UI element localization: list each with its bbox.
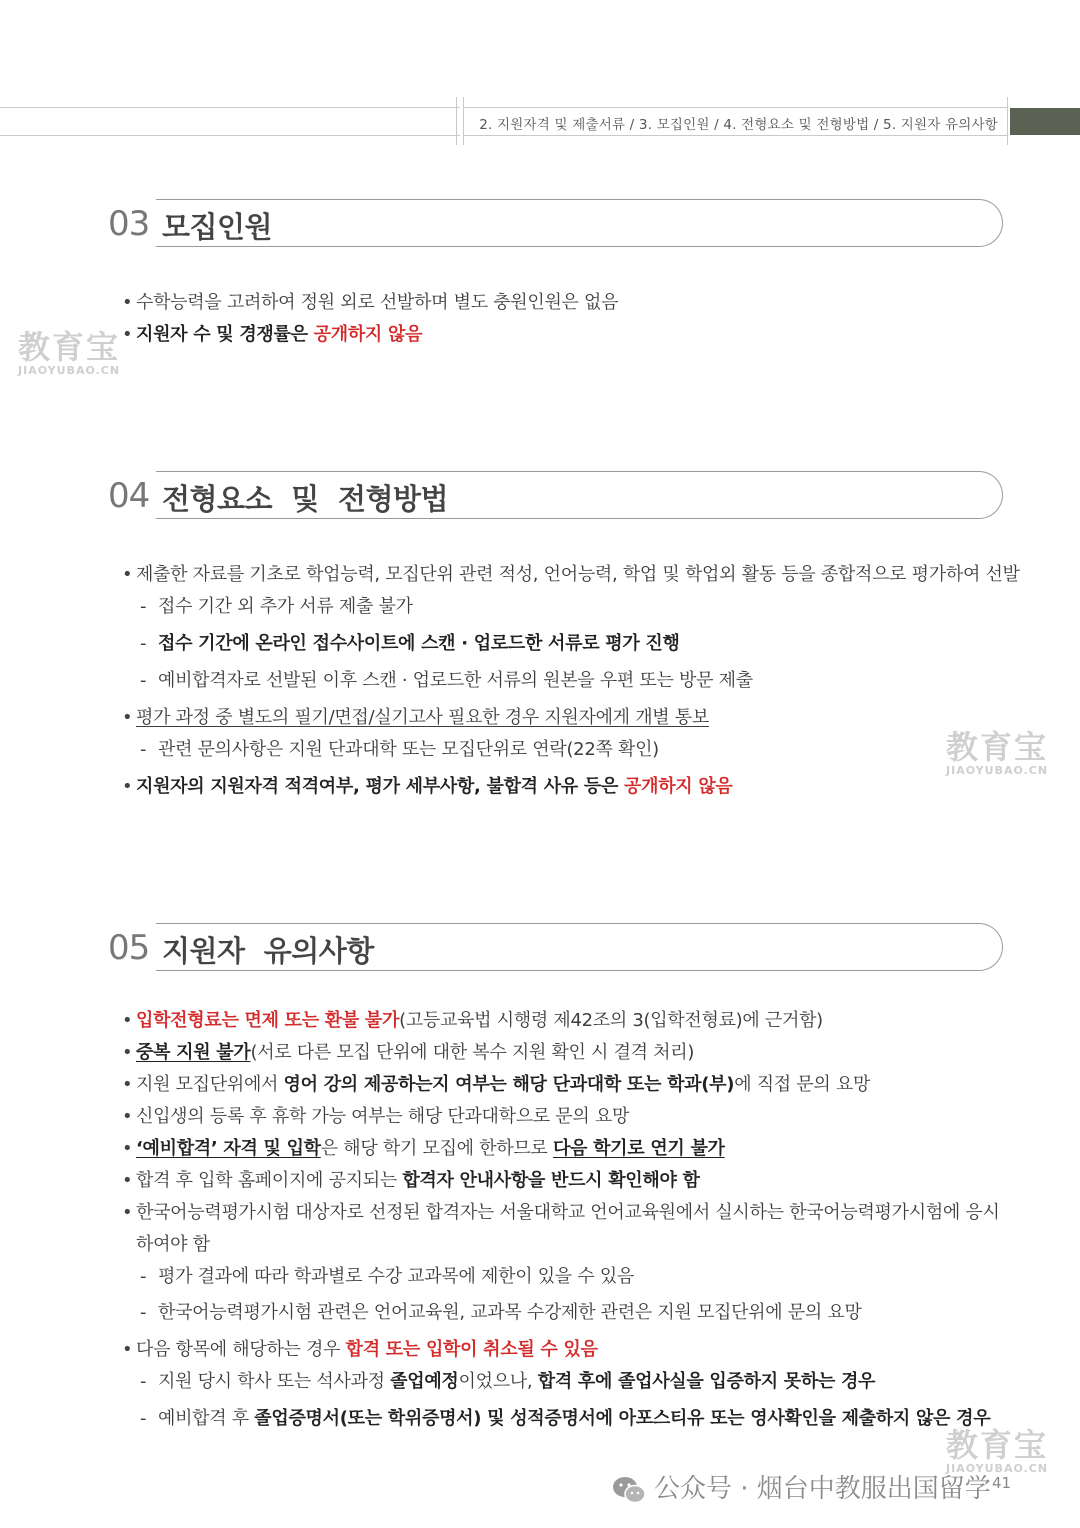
section-number: 04 xyxy=(108,476,150,516)
list-item: • 신입생의 등록 후 휴학 가능 여부는 해당 단과대학으로 문의 요망 xyxy=(122,1106,630,1127)
section-number: 05 xyxy=(108,928,150,968)
header-rule-bottom xyxy=(0,135,460,136)
section-heading-03 xyxy=(108,199,1003,247)
heading-outline xyxy=(156,199,1003,247)
watermark: 教育宝 JIAOYUBAO.CN xyxy=(946,728,1049,777)
sub-item: - 지원 당시 학사 또는 석사과정 졸업예정이었으나, 합격 후에 졸업사실을 입증하지 못하는 경우 xyxy=(140,1371,876,1392)
section-title: 모집인원 xyxy=(162,205,278,246)
sub-item: - 예비합격 후 졸업증명서(또는 학위증명서) 및 성적증명서에 아포스티유 또는 영사확인을 제출하지 않은 경우 xyxy=(140,1408,991,1429)
list-item: • ‘예비합격’ 자격 및 입학은 해당 학기 모집에 한하므로 다음 학기로 연기 불가 xyxy=(122,1138,725,1159)
section-heading-05 xyxy=(108,923,1003,971)
sub-item: - 평가 결과에 따라 학과별로 수강 교과목에 제한이 있을 수 있음 xyxy=(140,1266,634,1287)
header-color-block xyxy=(1010,108,1080,135)
header-rule-right-top xyxy=(463,107,1008,108)
header-rule-right-bottom xyxy=(463,135,1008,136)
wechat-icon xyxy=(612,1476,646,1504)
header-divider xyxy=(456,97,457,145)
list-item: • 중복 지원 불가(서로 다른 모집 단위에 대한 복수 지원 확인 시 결격 처리) xyxy=(122,1042,695,1063)
sub-item: - 접수 기간 외 추가 서류 제출 불가 xyxy=(140,596,413,617)
sub-item: - 접수 기간에 온라인 접수사이트에 스캔 · 업로드한 서류로 평가 진행 xyxy=(140,633,680,654)
list-item: • 지원자의 지원자격 적격여부, 평가 세부사항, 불합격 사유 등은 공개하지 않음 xyxy=(122,776,733,797)
list-item: • 한국어능력평가시험 대상자로 선정된 합격자는 서울대학교 언어교육원에서 실시하는 한국어능력평가시험에 응시하여야 함 xyxy=(122,1202,1000,1255)
breadcrumb: 2. 지원자격 및 제출서류 / 3. 모집인원 / 4. 전형요소 및 전형방법 / 5. 지원자 유의사항 xyxy=(479,117,998,133)
watermark: 教育宝 JIAOYUBAO.CN xyxy=(18,328,121,377)
list-item: • 수학능력을 고려하여 정원 외로 선발하며 별도 충원인원은 없음 xyxy=(122,292,619,313)
header-divider-2 xyxy=(463,97,464,145)
footer-wechat: 公众号 · 烟台中教服出国留学 xyxy=(612,1468,991,1505)
list-item: • 합격 후 입학 홈페이지에 공지되는 합격자 안내사항을 반드시 확인해야 함 xyxy=(122,1170,700,1191)
sub-item: - 예비합격자로 선발된 이후 스캔 · 업로드한 서류의 원본을 우편 또는 방문 제출 xyxy=(140,670,753,691)
list-item: • 평가 과정 중 별도의 필기/면접/실기고사 필요한 경우 지원자에게 개별 통보 xyxy=(122,707,709,728)
sub-item: - 관련 문의사항은 지원 단과대학 또는 모집단위로 연락(22쪽 확인) xyxy=(140,739,659,760)
section-number: 03 xyxy=(108,204,150,244)
list-item: • 입학전형료는 면제 또는 환불 불가(고등교육법 시행령 제42조의 3(입학전형료)에 근거함) xyxy=(122,1010,823,1031)
list-item: • 다음 항목에 해당하는 경우 합격 또는 입학이 취소될 수 있음 xyxy=(122,1339,598,1360)
list-item: • 지원자 수 및 경쟁률은 공개하지 않음 xyxy=(122,324,423,345)
sub-item: - 한국어능력평가시험 관련은 언어교육원, 교과목 수강제한 관련은 지원 모집단위에 문의 요망 xyxy=(140,1302,862,1323)
page-number: 41 xyxy=(992,1474,1012,1492)
header-rule-top xyxy=(0,107,460,108)
list-item: • 지원 모집단위에서 영어 강의 제공하는지 여부는 해당 단과대학 또는 학과(부)에 직접 문의 요망 xyxy=(122,1074,871,1095)
list-item: • 제출한 자료를 기초로 학업능력, 모집단위 관련 적성, 언어능력, 학업 및 학업외 활동 등을 종합적으로 평가하여 선발 xyxy=(122,564,1020,585)
section-title: 전형요소 및 전형방법 xyxy=(162,477,454,518)
section-heading-04 xyxy=(108,471,1003,519)
header-divider-3 xyxy=(1007,97,1008,145)
section-title: 지원자 유의사항 xyxy=(162,929,380,970)
watermark: 教育宝 JIAOYUBAO.CN xyxy=(946,1426,1049,1475)
